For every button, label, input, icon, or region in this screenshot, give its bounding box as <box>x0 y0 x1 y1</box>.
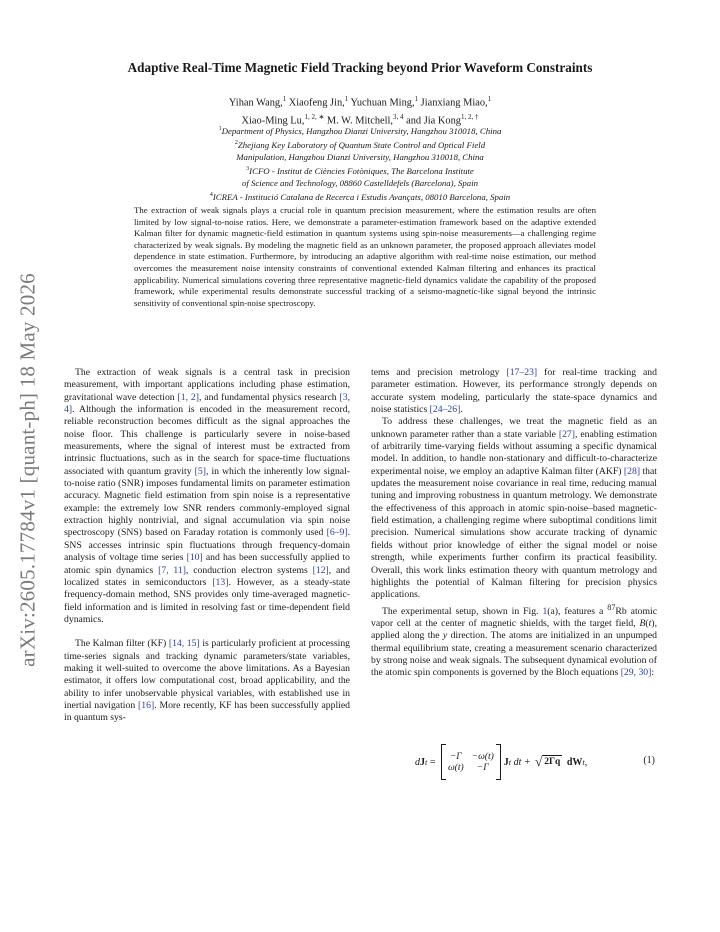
affiliation-line <box>80 163 640 177</box>
eq-noise: dW <box>564 756 583 768</box>
citation-link: [3, 4] <box>64 391 350 416</box>
affiliation-marker: 1 <box>218 126 222 132</box>
author-line-1 <box>80 92 640 110</box>
arxiv-identifier-text: arXiv:2605.17784v1 [quant-ph] 18 May 2026 <box>15 273 40 667</box>
citation-link: [10] <box>186 552 203 564</box>
affiliation-text: Department of Physics, Hangzhou Dianzi University, Hangzhou 310018, China <box>221 125 502 136</box>
author-name: Jianxiang Miao, <box>418 97 488 109</box>
equation-number: (1) <box>643 755 655 766</box>
math-symbol: y <box>442 630 448 642</box>
citation-link: [29, 30] <box>620 667 652 679</box>
paper-title: Adaptive Real-Time Magnetic Field Tracking beyond Prior Waveform Constraints <box>127 60 593 75</box>
matrix-entry: −Γ <box>449 751 462 762</box>
author-name: and Jia Kong <box>403 115 461 127</box>
citation-link: [7, 11] <box>158 564 186 576</box>
citation-link: [6–9] <box>326 527 348 539</box>
matrix-entry: −ω(t) <box>471 751 494 762</box>
eq-state-sub: t <box>508 757 512 767</box>
body-paragraph: The extraction of weak signals is a central task in precision measurement, with important applications including phase estimation, gravitational wave detection [1, 2], and fundamental physics research [3, 4]. Although the information is encoded in the measurement record, reliable reconstruction becomes difficult as the signal approaches the noise floor. This challenge is particularly severe in noise-based measurements, where the signal of interest must be extracted from intrinsic fluctuations, such as in the search for space-time fluctuations associated with quantum gravity [5], in which the inherently low signal-to-noise ratio (SNR) imposes fundamental limits on parameter estimation accuracy. Magnetic field estimation from spin noise is a representative example: the extremely low SNR renders commonly-employed signal extraction highly nontrivial, and signal accumulation via spin noise spectroscopy (SNS) based on Faraday rotation is commonly used [6–9]. SNS accesses intrinsic spin fluctuations through frequency-domain analysis of voltage time series [10] and has been successfully applied to atomic spin dynamics [7, 11], conduction electron systems [12], and localized states in semiconductors [13]. However, as a steady-state frequency-domain method, SNS provides only time-averaged magnetic-field information and is limited in resolving fast or time-dependent field dynamics. <box>64 367 351 625</box>
eq-comma: , <box>584 756 588 768</box>
body-right-column <box>371 367 657 680</box>
author-name: Xiao-Ming Lu, <box>241 115 305 127</box>
citation-link: [24–26] <box>429 404 461 416</box>
affiliation-text: Zhejiang Key Laboratory of Quantum State Control and Optical Field <box>237 139 486 150</box>
equation-body <box>415 741 587 783</box>
affiliation-marker: 3 <box>246 165 250 172</box>
affiliation-marker: 2 <box>234 139 238 146</box>
body-left-column <box>64 367 350 725</box>
affiliation-list <box>80 123 640 203</box>
eq-matrix <box>441 744 501 780</box>
author-affiliation-marker: 1 <box>414 95 419 103</box>
citation-link: [5] <box>194 465 206 477</box>
matrix-entry: ω(t) <box>447 762 464 773</box>
affiliation-text: ICFO - Institut de Ciències Fotòniques, The Barcelona Institute <box>249 165 474 176</box>
author-name: Xiaofeng Jin, <box>286 97 345 109</box>
author-affiliation-marker: 1 <box>282 95 287 103</box>
eq-lhs: dJ <box>415 756 425 768</box>
citation-link: 1 <box>542 605 548 617</box>
matrix-entry: −Γ <box>476 762 489 773</box>
author-affiliation-marker: 1 <box>487 95 492 103</box>
superscript: 87 <box>607 602 616 612</box>
citation-link: [14, 15] <box>168 638 200 650</box>
eq-equals: = <box>427 756 438 768</box>
eq-dt: dt + <box>511 756 534 768</box>
affiliation-line <box>80 189 640 203</box>
equation-1 <box>371 741 657 783</box>
author-affiliation-marker: 1, 2, ∗ <box>304 113 325 122</box>
citation-link: [16] <box>138 699 155 711</box>
affiliation-text: ICREA - Institució Catalana de Recerca i Estudis Avançats, 08010 Barcelona, Spain <box>212 191 511 202</box>
author-affiliation-marker: 1 <box>344 95 349 103</box>
affiliation-line <box>80 137 640 151</box>
affiliation-text: Manipulation, Hangzhou Dianzi University, Hangzhou 310018, China <box>236 151 484 162</box>
citation-link: [12] <box>312 564 329 576</box>
affiliation-text: of Science and Technology, 08860 Castelldefels (Barcelona), Spain <box>241 177 479 188</box>
body-paragraph: The experimental setup, shown in Fig. 1(a), features a $^{87}$Rb atomic vapor cell at the center of magnetic shields, with the target field, B(t), applied along the y direction. The atoms are initialized in an unpumped thermal equilibrium state, creating a measurement scenario characterized by strong noise and weak signals. The subsequent dynamical evolution of the atomic spin components is governed by the Bloch equations [29, 30]: <box>371 602 657 679</box>
eq-sqrt-inner: 2Γq <box>544 757 561 767</box>
arxiv-identifier-stamp <box>10 240 46 700</box>
body-paragraph: To address these challenges, we treat the magnetic field as an unknown parameter rather than a state variable [27], enabling estimation of arbitrarily time-varying fields without assuming a specific dynamical model. In addition, to handle non-stationary and difficult-to-characterize experimental noise, we employ an adaptive Kalman filter (AKF) [28] that updates the measurement noise covariance in real time, reducing manual tuning and improving robustness in quantum metrology. We demonstrate the effectiveness of this approach in atomic spin-noise–based magnetic-field estimation, a challenging regime where suboptimal conditions limit precision. Numerical simulations show accurate tracking of dynamic fields without prior knowledge of either the signal model or noise strength, while experiments further confirm its practical feasibility. Overall, this work links estimation theory with quantum metrology and highlights the potential of Kalman filtering for precision physics applications. <box>371 416 658 601</box>
author-name: M. W. Mitchell, <box>324 115 394 127</box>
citation-link: [28] <box>623 465 641 477</box>
math-symbol: B <box>639 618 646 630</box>
citation-link: [13] <box>212 576 229 588</box>
eq-noise-sub: t <box>582 757 585 767</box>
eq-sqrt: √ 2Γq <box>535 754 561 769</box>
citation-link: [17–23] <box>506 367 538 378</box>
citation-link: [1, 2] <box>177 391 199 403</box>
affiliation-line <box>80 123 640 137</box>
body-paragraph: The Kalman filter (KF) [14, 15] is particularly proficient at processing time-series signals and tracking dynamic parameters/state variables, making it well-suited to overcome the above limitations. As a Bayesian estimator, it offers low computational cost, broad applicability, and the ability to infer unobservable physical variables, with established use in inertial navigation [16]. More recently, KF has been successfully applied in quantum sys- <box>64 638 351 724</box>
citation-link: [27] <box>558 428 575 440</box>
body-paragraph: tems and precision metrology [17–23] for real-time tracking and parameter estimation. However, its performance strongly depends on accurate system modeling, particularly the state-space dynamics and noise statistics [24–26]. <box>371 367 657 416</box>
math-symbol: t <box>648 618 652 630</box>
affiliation-line <box>80 177 640 189</box>
author-affiliation-marker: 1, 2, † <box>460 113 479 122</box>
author-name: Yihan Wang, <box>228 97 283 109</box>
abstract: The extraction of weak signals plays a crucial role in quantum precision measurement, where the estimation results are often limited by low signal-to-noise ratios. Here, we demonstrate a parameter-estimation framework based on the adaptive extended Kalman filter for dynamic magnetic-field estimation in quantum systems using spin-noise measurements—a challenging regime characterized by weak signals. By modeling the magnetic field as an unknown parameter, the proposed approach alleviates model dependence in state estimation. Furthermore, by introducing an adaptive algorithm with real-time noise estimation, our method overcomes the measurement noise intensity constraints of conventional extended Kalman filtering and enhances its practical applicability. Numerical simulations covering three representative magnetic-field dynamics validate the capability of the proposed framework, while experimental results demonstrate successful tracking of a seismo-magnetic-like signal beyond the intrinsic sensitivity of conventional spin-noise spectroscopy. <box>134 205 596 308</box>
author-affiliation-marker: 3, 4 <box>393 113 404 122</box>
affiliation-line <box>80 151 640 163</box>
eq-state: J <box>503 756 509 768</box>
affiliation-marker: 4 <box>209 191 213 198</box>
eq-lhs-sub: t <box>425 757 428 767</box>
author-name: Yuchuan Ming, <box>348 97 415 109</box>
